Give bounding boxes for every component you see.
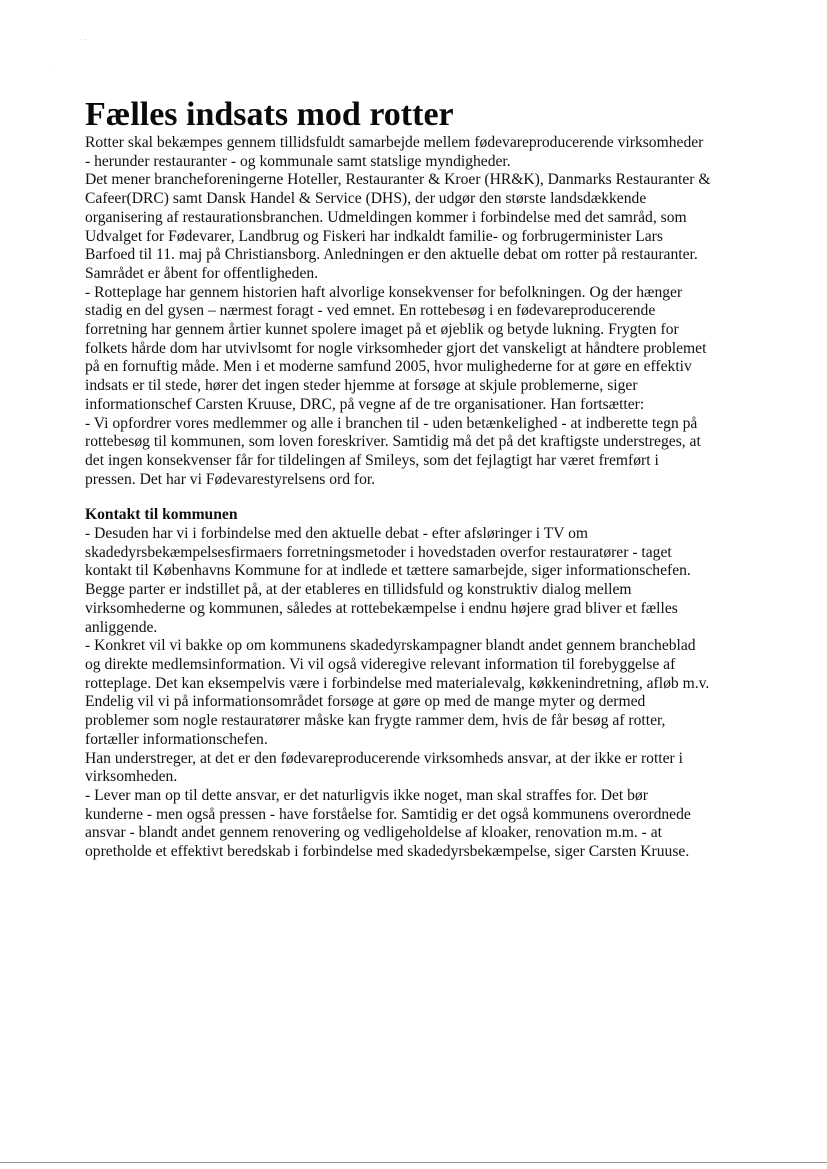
text-line: Han understreger, at det er den fødevareproducerende virksomheds ansvar, at der ikke er rotter i xyxy=(85,749,683,767)
text-line: indsats er til stede, hører det ingen steder hjemme at forsøge at skjule problemerne, siger xyxy=(85,377,638,395)
text-line: Endelig vil vi på informationsområdet forsøge at gøre op med de mange myter og dermed xyxy=(85,693,646,711)
text-line: rottebesøg til kommunen, som loven foreskriver. Samtidig må det på det kraftigste understreges, at xyxy=(85,433,701,451)
text-line: Samrådet er åbent for offentligheden. xyxy=(85,264,319,282)
scan-artifact: · xyxy=(52,62,55,70)
paragraph-gap xyxy=(85,489,790,506)
intro-paragraphs xyxy=(85,134,790,489)
text-line: fortæller informationschefen. xyxy=(85,730,268,748)
page-bottom-edge xyxy=(0,1162,827,1163)
text-line: Cafeer(DRC) samt Dansk Handel & Service (DHS), der udgør den største landsdækkende xyxy=(85,190,647,208)
text-line: anliggende. xyxy=(85,618,158,636)
section-paragraphs xyxy=(85,525,790,862)
text-line: og direkte medlemsinformation. Vi vil også videregive relevant information til forebyggelse af xyxy=(85,655,676,673)
text-line: informationschef Carsten Kruuse, DRC, på vegne af de tre organisationer. Han fortsætter: xyxy=(85,395,645,413)
text-line: organisering af restaurationsbranchen. Udmeldingen kommer i forbindelse med det samråd, som xyxy=(85,208,687,226)
text-line: - Vi opfordrer vores medlemmer og alle i branchen til - uden betænkelighed - at indberette tegn på xyxy=(85,414,698,432)
text-line: forretning har gennem årtier kunnet spolere imaget på et øjeblik og betyde lukning. Frygten for xyxy=(85,321,679,339)
text-line: Udvalget for Fødevarer, Landbrug og Fiskeri har indkaldt familie- og forbrugerminister Lars xyxy=(85,227,663,245)
text-line: - Lever man op til dette ansvar, er det naturligvis ikke noget, man skal straffes for. Det bør xyxy=(85,786,648,804)
article xyxy=(85,96,790,862)
text-line: stadig en del gysen – nærmest foragt - ved emnet. En rottebesøg i en fødevareproducerende xyxy=(85,302,656,320)
text-line: - Desuden har vi i forbindelse med den aktuelle debat - efter afsløringer i TV om xyxy=(85,525,589,543)
text-line: pressen. Det har vi Fødevarestyrelsens ord for. xyxy=(85,470,376,488)
section-heading: Kontakt til kommunen xyxy=(85,506,238,524)
text-line: ansvar - blandt andet gennem renovering og vedligeholdelse af kloaker, renovation m.m. - at xyxy=(85,824,663,842)
text-line: folkets hårde dom har utvivlsomt for nogle virksomheder gjort det vanskeligt at håndtere problemet xyxy=(85,339,707,357)
article-title: Fælles indsats mod rotter xyxy=(85,96,454,133)
text-line: det ingen konsekvenser får for tildelingen af Smileys, som det fejlagtigt har været fremført i xyxy=(85,451,659,469)
text-line: problemer som nogle restauratører måske kan frygte rammer dem, hvis de får besøg af rotter, xyxy=(85,712,666,730)
text-line: Det mener brancheforeningerne Hoteller, Restauranter & Kroer (HR&K), Danmarks Restauranter & xyxy=(85,171,711,189)
text-line: Rotter skal bekæmpes gennem tillidsfuldt samarbejde mellem fødevareproducerende virksomheder xyxy=(85,134,704,151)
text-line: virksomheden. xyxy=(85,768,178,786)
text-line: Barfoed til 11. maj på Christiansborg. Anledningen er den aktuelle debat om rotter på restauranter. xyxy=(85,246,698,264)
text-line: - Konkret vil vi bakke op om kommunens skadedyrskampagner blandt andet gennem brancheblad xyxy=(85,637,696,655)
text-line: Begge parter er indstillet på, at der etableres en tillidsfuld og konstruktiv dialog mellem xyxy=(85,581,632,599)
text-line: kontakt til Københavns Kommune for at indlede et tættere samarbejde, siger informationschefen. xyxy=(85,562,691,580)
text-line: skadedyrsbekæmpelsesfirmaers forretningsmetoder i hovedstaden overfor restauratører - taget xyxy=(85,543,672,561)
text-line: opretholde et effektivt beredskab i forbindelse med skadedyrsbekæmpelse, siger Carsten Kruuse. xyxy=(85,843,690,861)
text-line: kunderne - men også pressen - have forståelse for. Samtidig er det også kommunens overordnede xyxy=(85,805,691,823)
text-line: rotteplage. Det kan eksempelvis være i forbindelse med materialevalg, køkkenindretning, afløb m.v. xyxy=(85,674,710,692)
text-line: - herunder restauranter - og kommunale samt statslige myndigheder. xyxy=(85,152,511,170)
text-line: virksomhederne og kommunen, således at rottebekæmpelse i endnu højere grad bliver et fælles xyxy=(85,599,678,617)
text-line: på en fornuftig måde. Men i et moderne samfund 2005, hvor mulighederne for at gøre en effektiv xyxy=(85,358,692,376)
text-line: - Rotteplage har gennem historien haft alvorlige konsekvenser for befolkningen. Og der hænger xyxy=(85,283,683,301)
scan-artifact: · · xyxy=(80,36,87,44)
